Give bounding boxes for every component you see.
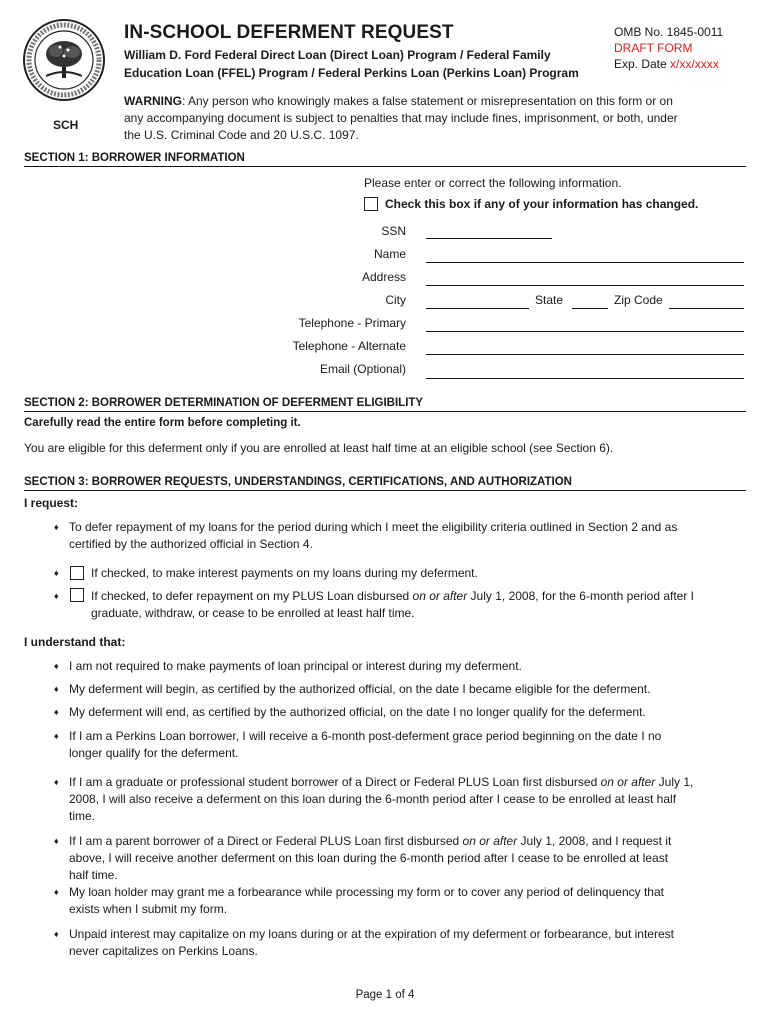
understand-item-5-text-b: July 1, — [655, 775, 694, 789]
bullet-icon: ♦ — [54, 522, 59, 532]
understand-item-7-line-1: My loan holder may grant me a forbearance while processing my form or to cover any period of delinquency that — [69, 885, 664, 899]
request-item-3-emphasis: on or after — [412, 589, 468, 603]
understand-item-6-line-3: half time. — [69, 868, 118, 882]
request-item-1-line-2: certified by the authorized official in Section 4. — [69, 537, 313, 551]
name-field[interactable] — [426, 262, 744, 263]
bullet-icon: ♦ — [54, 707, 59, 717]
ssn-label: SSN — [381, 224, 406, 238]
understand-item-6-line-1 — [69, 833, 739, 850]
subtitle-line-1: William D. Ford Federal Direct Loan (Direct Loan) Program / Federal Family — [124, 48, 551, 62]
email-field[interactable] — [426, 378, 744, 379]
understand-item-5-text-a: If I am a graduate or professional student borrower of a Direct or Federal PLUS Loan first disbursed — [69, 775, 601, 789]
request-item-1 — [69, 519, 739, 553]
bullet-icon: ♦ — [54, 887, 59, 897]
expiration-date — [614, 56, 723, 72]
understand-item-4 — [69, 728, 739, 762]
bullet-icon: ♦ — [54, 731, 59, 741]
bullet-icon: ♦ — [54, 568, 59, 578]
understand-item-6-line-2: above, I will receive another deferment on this loan during the 6-month period after I cease to be enrolled at least — [69, 851, 669, 865]
exp-value: x/xx/xxxx — [670, 57, 719, 71]
understand-item-5 — [69, 774, 739, 825]
interest-payments-checkbox[interactable] — [70, 566, 84, 580]
understand-item-5-emphasis: on or after — [600, 775, 656, 789]
understand-item-5-line-1 — [69, 774, 739, 791]
understand-item-8-line-1: Unpaid interest may capitalize on my loans during or at the expiration of my deferment or forbearance, but interest — [69, 927, 674, 941]
understand-item-2: My deferment will begin, as certified by the authorized official, on the date I became eligible for the deferment. — [69, 682, 651, 696]
understand-item-7 — [69, 884, 739, 918]
department-of-education-seal — [22, 18, 106, 102]
bullet-icon: ♦ — [54, 836, 59, 846]
understand-item-6-emphasis: on or after — [462, 834, 518, 848]
request-item-3-line-1 — [91, 588, 741, 605]
request-item-3-text-b: July 1, 2008, for the 6-month period after I — [467, 589, 695, 603]
section-1-heading: SECTION 1: BORROWER INFORMATION — [24, 152, 746, 167]
request-item-1-line-1: To defer repayment of my loans for the period during which I meet the eligibility criteria outlined in Section 2 and as — [69, 520, 678, 534]
plus-loan-deferment-checkbox[interactable] — [70, 588, 84, 602]
understand-item-5-line-2: 2008, I will also receive a deferment on this loan during the 6-month period after I cease to be enrolled at least half — [69, 792, 677, 806]
section-2-note: Carefully read the entire form before completing it. — [24, 417, 301, 429]
understand-item-1: I am not required to make payments of loan principal or interest during my deferment. — [69, 659, 522, 673]
warning-notice — [124, 93, 734, 144]
understand-item-5-line-3: time. — [69, 809, 96, 823]
omb-number: OMB No. 1845-0011 — [614, 25, 724, 39]
section-1-instruction: Please enter or correct the following information. — [364, 176, 622, 190]
bullet-icon: ♦ — [54, 777, 59, 787]
bullet-icon: ♦ — [54, 684, 59, 694]
phone-primary-label: Telephone - Primary — [298, 316, 406, 330]
understand-item-6-text-a: If I am a parent borrower of a Direct or Federal PLUS Loan first disbursed — [69, 834, 463, 848]
warning-text-3: the U.S. Criminal Code and 20 U.S.C. 1097. — [124, 128, 359, 142]
request-heading: I request: — [24, 496, 79, 510]
draft-form-label: DRAFT FORM — [614, 41, 693, 55]
bullet-icon: ♦ — [54, 929, 59, 939]
section-2-heading: SECTION 2: BORROWER DETERMINATION OF DEFERMENT ELIGIBILITY — [24, 397, 746, 412]
ssn-field[interactable] — [426, 238, 552, 239]
email-label: Email (Optional) — [319, 362, 406, 376]
section-3-heading: SECTION 3: BORROWER REQUESTS, UNDERSTANDINGS, CERTIFICATIONS, AND AUTHORIZATION — [24, 476, 746, 491]
bullet-icon: ♦ — [54, 661, 59, 671]
phone-primary-field[interactable] — [426, 331, 744, 332]
understand-item-8-line-2: never capitalizes on Perkins Loans. — [69, 944, 258, 958]
understand-item-8 — [69, 926, 739, 960]
warning-text-2: any accompanying document is subject to penalties that may include fines, imprisonment, or both, under — [124, 111, 678, 125]
understand-heading: I understand that: — [24, 635, 126, 649]
phone-alternate-label: Telephone - Alternate — [292, 339, 406, 353]
understand-item-3: My deferment will end, as certified by the authorized official, on the date I no longer qualify for the deferment. — [69, 705, 646, 719]
zip-field[interactable] — [669, 308, 744, 309]
form-code: SCH — [53, 118, 79, 132]
bullet-icon: ♦ — [54, 591, 59, 601]
understand-item-4-line-2: longer qualify for the deferment. — [69, 746, 239, 760]
request-item-3 — [91, 588, 741, 622]
section-2-eligibility: You are eligible for this deferment only if you are enrolled at least half time at an eligible school (see Section 6). — [24, 441, 614, 455]
understand-item-7-line-2: exists when I submit my form. — [69, 902, 228, 916]
address-label: Address — [361, 270, 406, 284]
understand-item-4-line-1: If I am a Perkins Loan borrower, I will receive a 6-month post-deferment grace period beginning on the date I no — [69, 729, 662, 743]
city-field[interactable] — [426, 308, 529, 309]
city-label: City — [385, 293, 406, 307]
phone-alternate-field[interactable] — [426, 354, 744, 355]
subtitle-line-2: Education Loan (FFEL) Program / Federal Perkins Loan (Perkins Loan) Program — [124, 66, 579, 80]
omb-block — [614, 24, 723, 72]
state-label: State — [535, 293, 564, 307]
understand-item-6-text-b: July 1, 2008, and I request it — [517, 834, 672, 848]
understand-item-6 — [69, 833, 739, 884]
request-item-3-line-2: graduate, withdraw, or cease to be enrolled at least half time. — [91, 606, 415, 620]
request-item-3-text-a: If checked, to defer repayment on my PLUS Loan disbursed — [91, 589, 413, 603]
exp-label: Exp. Date — [614, 57, 667, 71]
program-subtitle — [124, 46, 594, 82]
zip-label: Zip Code — [614, 293, 663, 307]
info-changed-label: Check this box if any of your information has changed. — [385, 197, 699, 211]
form-title: IN-SCHOOL DEFERMENT REQUEST — [124, 22, 454, 43]
info-changed-checkbox[interactable] — [364, 197, 378, 211]
warning-label: WARNING — [124, 94, 182, 108]
name-label: Name — [373, 247, 406, 261]
warning-text-1: : Any person who knowingly makes a false statement or misrepresentation on this form or on — [182, 94, 673, 108]
request-item-2: If checked, to make interest payments on my loans during my deferment. — [91, 566, 478, 580]
state-field[interactable] — [572, 308, 608, 309]
address-field[interactable] — [426, 285, 744, 286]
page-number: Page 1 of 4 — [355, 989, 415, 1001]
